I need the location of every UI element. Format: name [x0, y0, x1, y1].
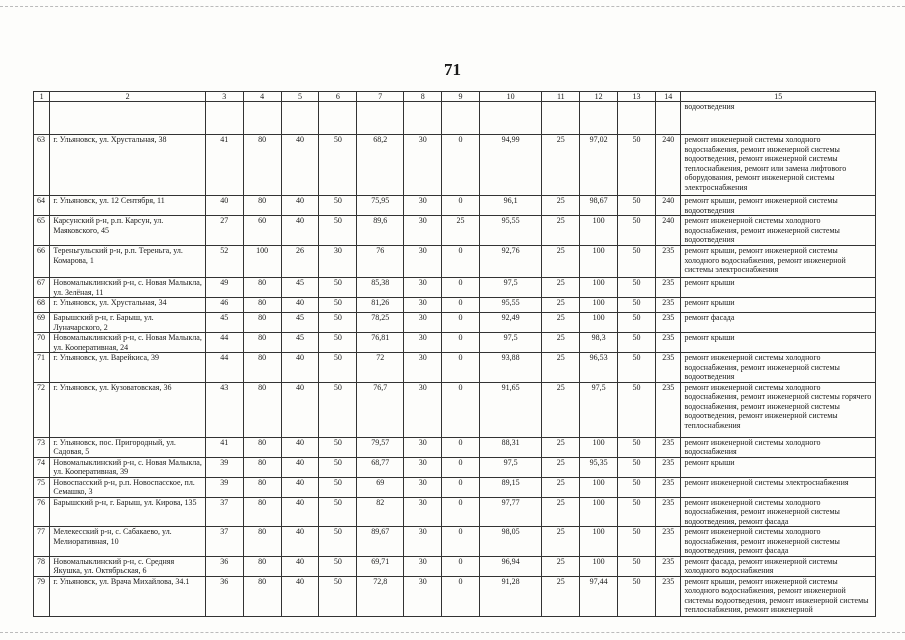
- value-cell: 0: [442, 497, 480, 527]
- value-cell: 50: [319, 497, 357, 527]
- row-number: 78: [34, 556, 50, 576]
- value-cell: 80: [243, 196, 281, 216]
- value-cell: 40: [281, 477, 319, 497]
- works-cell: ремонт инженерной системы холодного водоснабжения, ремонт инженерной системы водоотведения: [681, 353, 876, 383]
- works-cell: ремонт инженерной системы холодного водоснабжения, ремонт инженерной системы водоотведения, ремонт фасада: [681, 497, 876, 527]
- value-cell: 94,99: [479, 135, 541, 196]
- address-cell: Карсунский р-н, р.п. Карсун, ул. Маяковского, 45: [50, 216, 206, 246]
- table-row: [34, 216, 876, 246]
- value-cell: 50: [618, 527, 656, 557]
- value-cell: 60: [243, 216, 281, 246]
- table-row: [34, 135, 876, 196]
- works-cell: ремонт крыши: [681, 298, 876, 313]
- row-number: 77: [34, 527, 50, 557]
- address-cell: Новомалыклинский р-н, с. Новая Малыкла, ул. Зелёная, 11: [50, 278, 206, 298]
- value-cell: 92,49: [479, 313, 541, 333]
- works-cell: ремонт инженерной системы холодного водоснабжения: [681, 437, 876, 457]
- value-cell: 68,77: [357, 457, 404, 477]
- value-cell: 30: [404, 313, 442, 333]
- address-cell: Барышский р-н, г. Барыш, ул. Луначарского, 2: [50, 313, 206, 333]
- table-row: [34, 437, 876, 457]
- works-cell: ремонт крыши: [681, 457, 876, 477]
- value-cell: 80: [243, 457, 281, 477]
- value-cell: 50: [618, 477, 656, 497]
- table-body: [34, 92, 876, 617]
- table-row: [34, 382, 876, 437]
- value-cell: 50: [618, 135, 656, 196]
- address-cell: г. Ульяновск, ул. Хрустальная, 38: [50, 135, 206, 196]
- value-cell: 30: [404, 216, 442, 246]
- value-cell: 0: [442, 196, 480, 216]
- value-cell: 235: [655, 437, 681, 457]
- value-cell: 95,35: [580, 457, 618, 477]
- value-cell: 97,5: [479, 278, 541, 298]
- table-row: [34, 196, 876, 216]
- value-cell: 40: [281, 576, 319, 616]
- value-cell: 30: [404, 576, 442, 616]
- value-cell: 100: [580, 246, 618, 278]
- address-cell: г. Ульяновск, ул. 12 Сентября, 11: [50, 196, 206, 216]
- column-number: 4: [243, 92, 281, 102]
- value-cell: 235: [655, 477, 681, 497]
- value-cell: 89,15: [479, 477, 541, 497]
- value-cell: 0: [442, 333, 480, 353]
- row-number: 79: [34, 576, 50, 616]
- value-cell: 30: [404, 353, 442, 383]
- table-row: [34, 477, 876, 497]
- value-cell: 235: [655, 527, 681, 557]
- value-cell: 25: [542, 556, 580, 576]
- table-row: [34, 556, 876, 576]
- value-cell: 96,1: [479, 196, 541, 216]
- value-cell: 50: [319, 196, 357, 216]
- works-cell: ремонт инженерной системы холодного водоснабжения, ремонт инженерной системы водоотведения: [681, 216, 876, 246]
- works-cell: ремонт фасада, ремонт инженерной системы холодного водоснабжения: [681, 556, 876, 576]
- value-cell: 45: [281, 278, 319, 298]
- value-cell: 49: [205, 278, 243, 298]
- value-cell: 26: [281, 246, 319, 278]
- value-cell: 0: [442, 313, 480, 333]
- value-cell: 96,53: [580, 353, 618, 383]
- value-cell: 30: [404, 477, 442, 497]
- value-cell: 41: [205, 437, 243, 457]
- value-cell: 97,44: [580, 576, 618, 616]
- value-cell: 40: [281, 353, 319, 383]
- value-cell: 30: [404, 278, 442, 298]
- value-cell: 50: [618, 216, 656, 246]
- value-cell: 95,55: [479, 298, 541, 313]
- value-cell: 40: [281, 437, 319, 457]
- value-cell: 80: [243, 333, 281, 353]
- value-cell: 235: [655, 457, 681, 477]
- value-cell: 80: [243, 353, 281, 383]
- value-cell: 0: [442, 246, 480, 278]
- column-number: 1: [34, 92, 50, 102]
- table-row: [34, 457, 876, 477]
- value-cell: 97,02: [580, 135, 618, 196]
- value-cell: 240: [655, 135, 681, 196]
- column-number: 13: [618, 92, 656, 102]
- value-cell: 240: [655, 196, 681, 216]
- value-cell: 40: [205, 196, 243, 216]
- value-cell: 76: [357, 246, 404, 278]
- value-cell: 0: [442, 457, 480, 477]
- value-cell: 43: [205, 382, 243, 437]
- value-cell: 30: [404, 527, 442, 557]
- value-cell: 30: [404, 135, 442, 196]
- works-cell: ремонт крыши: [681, 278, 876, 298]
- value-cell: 40: [281, 457, 319, 477]
- works-cell: ремонт фасада: [681, 313, 876, 333]
- value-cell: 50: [319, 298, 357, 313]
- value-cell: 69: [357, 477, 404, 497]
- table-row: [34, 278, 876, 298]
- value-cell: 100: [580, 556, 618, 576]
- value-cell: 97,5: [580, 382, 618, 437]
- value-cell: 93,88: [479, 353, 541, 383]
- column-number: 2: [50, 92, 206, 102]
- works-cell: ремонт крыши, ремонт инженерной системы холодного водоснабжения, ремонт инженерной системы водоотведения, ремонт инженерной системы теплоснабжения, ремонт инженерной: [681, 576, 876, 616]
- value-cell: 50: [319, 278, 357, 298]
- table-row: [34, 298, 876, 313]
- row-number: 75: [34, 477, 50, 497]
- column-number: 9: [442, 92, 480, 102]
- address-cell: г. Ульяновск, ул. Врача Михайлова, 34.1: [50, 576, 206, 616]
- value-cell: 91,28: [479, 576, 541, 616]
- value-cell: 25: [542, 437, 580, 457]
- value-cell: 25: [542, 196, 580, 216]
- value-cell: 30: [404, 437, 442, 457]
- row-number: 68: [34, 298, 50, 313]
- table-row: [34, 313, 876, 333]
- value-cell: 98,67: [580, 196, 618, 216]
- value-cell: 50: [618, 497, 656, 527]
- value-cell: 85,38: [357, 278, 404, 298]
- row-number: 71: [34, 353, 50, 383]
- value-cell: 25: [542, 333, 580, 353]
- value-cell: 100: [580, 298, 618, 313]
- value-cell: 98,05: [479, 527, 541, 557]
- value-cell: 25: [542, 298, 580, 313]
- works-cell: ремонт крыши: [681, 333, 876, 353]
- value-cell: 45: [281, 313, 319, 333]
- value-cell: 235: [655, 333, 681, 353]
- value-cell: 80: [243, 298, 281, 313]
- address-cell: Новомалыклинский р-н, с. Новая Малыкла, ул. Кооперативная, 39: [50, 457, 206, 477]
- works-cell: ремонт инженерной системы холодного водоснабжения, ремонт инженерной системы водоотведения, ремонт инженерной системы теплоснабжения, ремонт или замена лифтового оборудования, ремонт инженерной системы электроснабжения: [681, 135, 876, 196]
- value-cell: 0: [442, 135, 480, 196]
- value-cell: 72: [357, 353, 404, 383]
- value-cell: 25: [542, 313, 580, 333]
- works-cell: ремонт инженерной системы холодного водоснабжения, ремонт инженерной системы водоотведения, ремонт фасада: [681, 527, 876, 557]
- value-cell: 80: [243, 313, 281, 333]
- works-cell: ремонт крыши, ремонт инженерной системы холодного водоснабжения, ремонт инженерной системы электроснабжения: [681, 246, 876, 278]
- value-cell: 235: [655, 382, 681, 437]
- value-cell: 235: [655, 556, 681, 576]
- value-cell: 30: [404, 196, 442, 216]
- value-cell: 100: [580, 527, 618, 557]
- column-number: 7: [357, 92, 404, 102]
- value-cell: 50: [319, 313, 357, 333]
- value-cell: 25: [542, 457, 580, 477]
- value-cell: 100: [580, 497, 618, 527]
- value-cell: 0: [442, 576, 480, 616]
- value-cell: 100: [580, 278, 618, 298]
- value-cell: 80: [243, 497, 281, 527]
- value-cell: 0: [442, 556, 480, 576]
- value-cell: 36: [205, 556, 243, 576]
- value-cell: 80: [243, 576, 281, 616]
- value-cell: 37: [205, 527, 243, 557]
- value-cell: 40: [281, 298, 319, 313]
- value-cell: 235: [655, 576, 681, 616]
- value-cell: 50: [618, 556, 656, 576]
- value-cell: 30: [404, 246, 442, 278]
- value-cell: 80: [243, 437, 281, 457]
- column-number: 6: [319, 92, 357, 102]
- value-cell: 235: [655, 278, 681, 298]
- value-cell: 30: [404, 298, 442, 313]
- value-cell: 25: [542, 216, 580, 246]
- address-cell: г. Ульяновск, ул. Кузоватовская, 36: [50, 382, 206, 437]
- value-cell: 40: [281, 196, 319, 216]
- value-cell: 100: [580, 437, 618, 457]
- value-cell: 0: [442, 278, 480, 298]
- value-cell: 25: [542, 246, 580, 278]
- value-cell: 25: [542, 497, 580, 527]
- value-cell: 88,31: [479, 437, 541, 457]
- value-cell: 50: [618, 196, 656, 216]
- value-cell: 40: [281, 135, 319, 196]
- page-number: 71: [444, 60, 461, 79]
- address-cell: Новомалыклинский р-н, с. Средняя Якушка, ул. Октябрьская, 6: [50, 556, 206, 576]
- value-cell: 30: [404, 382, 442, 437]
- value-cell: 50: [319, 382, 357, 437]
- table-row: [34, 246, 876, 278]
- scan-top-edge: [0, 6, 905, 9]
- value-cell: 25: [542, 278, 580, 298]
- value-cell: 98,3: [580, 333, 618, 353]
- value-cell: 80: [243, 278, 281, 298]
- row-number: 76: [34, 497, 50, 527]
- value-cell: 50: [319, 457, 357, 477]
- column-number: 8: [404, 92, 442, 102]
- works-cell: ремонт инженерной системы электроснабжения: [681, 477, 876, 497]
- value-cell: 50: [319, 437, 357, 457]
- works-cell: ремонт инженерной системы холодного водоснабжения, ремонт инженерной системы горячего водоснабжения, ремонт инженерной системы водоотведения, ремонт инженерной системы теплоснабжения: [681, 382, 876, 437]
- value-cell: 81,26: [357, 298, 404, 313]
- value-cell: 50: [618, 313, 656, 333]
- table-row: [34, 576, 876, 616]
- value-cell: 0: [442, 477, 480, 497]
- works-cell: ремонт крыши, ремонт инженерной системы водоотведения: [681, 196, 876, 216]
- value-cell: 50: [319, 556, 357, 576]
- table-row: [34, 527, 876, 557]
- address-cell: Мелекесский р-н, с. Сабакаево, ул. Мелиоративная, 10: [50, 527, 206, 557]
- column-number: 5: [281, 92, 319, 102]
- value-cell: 50: [319, 216, 357, 246]
- value-cell: 97,77: [479, 497, 541, 527]
- column-number: 10: [479, 92, 541, 102]
- value-cell: 50: [618, 278, 656, 298]
- value-cell: 50: [618, 576, 656, 616]
- value-cell: 50: [618, 457, 656, 477]
- value-cell: 37: [205, 497, 243, 527]
- column-number: 12: [580, 92, 618, 102]
- value-cell: 27: [205, 216, 243, 246]
- value-cell: 25: [542, 527, 580, 557]
- value-cell: 50: [319, 135, 357, 196]
- value-cell: 25: [542, 477, 580, 497]
- value-cell: 68,2: [357, 135, 404, 196]
- value-cell: 40: [281, 527, 319, 557]
- value-cell: 235: [655, 298, 681, 313]
- row-number: 67: [34, 278, 50, 298]
- value-cell: 0: [442, 382, 480, 437]
- value-cell: 80: [243, 382, 281, 437]
- column-number-row: [34, 92, 876, 102]
- value-cell: 95,55: [479, 216, 541, 246]
- value-cell: 75,95: [357, 196, 404, 216]
- value-cell: 92,76: [479, 246, 541, 278]
- continuation-row: [34, 102, 876, 135]
- value-cell: 44: [205, 333, 243, 353]
- value-cell: 50: [618, 246, 656, 278]
- value-cell: 30: [404, 333, 442, 353]
- column-number: 3: [205, 92, 243, 102]
- value-cell: 100: [580, 216, 618, 246]
- value-cell: 50: [618, 353, 656, 383]
- value-cell: 50: [618, 437, 656, 457]
- value-cell: 91,65: [479, 382, 541, 437]
- value-cell: 45: [281, 333, 319, 353]
- value-cell: 40: [281, 382, 319, 437]
- value-cell: 30: [404, 556, 442, 576]
- value-cell: 80: [243, 556, 281, 576]
- value-cell: 100: [243, 246, 281, 278]
- value-cell: 97,5: [479, 333, 541, 353]
- value-cell: 235: [655, 353, 681, 383]
- value-cell: 235: [655, 313, 681, 333]
- value-cell: 25: [542, 576, 580, 616]
- value-cell: 89,6: [357, 216, 404, 246]
- value-cell: 0: [442, 353, 480, 383]
- table-row: [34, 333, 876, 353]
- address-cell: Тереньгульский р-н, р.п. Тереньга, ул. Комарова, 1: [50, 246, 206, 278]
- table-row: [34, 497, 876, 527]
- address-cell: г. Ульяновск, пос. Пригородный, ул. Садовая, 5: [50, 437, 206, 457]
- column-number: 14: [655, 92, 681, 102]
- value-cell: 80: [243, 527, 281, 557]
- value-cell: 80: [243, 477, 281, 497]
- value-cell: 82: [357, 497, 404, 527]
- address-cell: Новомалыклинский р-н, с. Новая Малыкла, ул. Кооперативная, 24: [50, 333, 206, 353]
- value-cell: 96,94: [479, 556, 541, 576]
- value-cell: 0: [442, 527, 480, 557]
- value-cell: 44: [205, 353, 243, 383]
- value-cell: 79,57: [357, 437, 404, 457]
- table-row: [34, 353, 876, 383]
- row-number: 66: [34, 246, 50, 278]
- column-number: 11: [542, 92, 580, 102]
- register-table: [33, 91, 876, 617]
- value-cell: 50: [319, 353, 357, 383]
- value-cell: 52: [205, 246, 243, 278]
- value-cell: 30: [404, 457, 442, 477]
- value-cell: 76,81: [357, 333, 404, 353]
- value-cell: 72,8: [357, 576, 404, 616]
- value-cell: 50: [618, 382, 656, 437]
- value-cell: 45: [205, 313, 243, 333]
- address-cell: Барышский р-н, г. Барыш, ул. Кирова, 135: [50, 497, 206, 527]
- value-cell: 235: [655, 497, 681, 527]
- row-number: 74: [34, 457, 50, 477]
- row-number: 72: [34, 382, 50, 437]
- continuation-text: водоотведения: [681, 102, 876, 135]
- value-cell: 39: [205, 477, 243, 497]
- value-cell: 25: [542, 382, 580, 437]
- value-cell: 40: [281, 556, 319, 576]
- value-cell: 25: [542, 353, 580, 383]
- value-cell: 240: [655, 216, 681, 246]
- value-cell: 41: [205, 135, 243, 196]
- value-cell: 30: [319, 246, 357, 278]
- row-number: 63: [34, 135, 50, 196]
- value-cell: 89,67: [357, 527, 404, 557]
- value-cell: 39: [205, 457, 243, 477]
- value-cell: 78,25: [357, 313, 404, 333]
- row-number: 73: [34, 437, 50, 457]
- row-number: 69: [34, 313, 50, 333]
- value-cell: 97,5: [479, 457, 541, 477]
- value-cell: 50: [319, 477, 357, 497]
- value-cell: 40: [281, 216, 319, 246]
- row-number: 64: [34, 196, 50, 216]
- value-cell: 100: [580, 313, 618, 333]
- value-cell: 36: [205, 576, 243, 616]
- value-cell: 100: [580, 477, 618, 497]
- scan-bottom-edge: [0, 632, 905, 635]
- value-cell: 76,7: [357, 382, 404, 437]
- address-cell: г. Ульяновск, ул. Варейкиса, 39: [50, 353, 206, 383]
- value-cell: 30: [404, 497, 442, 527]
- value-cell: 80: [243, 135, 281, 196]
- row-number: 65: [34, 216, 50, 246]
- value-cell: 46: [205, 298, 243, 313]
- value-cell: 50: [319, 576, 357, 616]
- value-cell: 50: [319, 333, 357, 353]
- value-cell: 50: [618, 298, 656, 313]
- value-cell: 50: [618, 333, 656, 353]
- value-cell: 50: [319, 527, 357, 557]
- value-cell: 40: [281, 497, 319, 527]
- value-cell: 0: [442, 298, 480, 313]
- address-cell: Новоспасский р-н, р.п. Новоспасское, пл. Семашко, 3: [50, 477, 206, 497]
- value-cell: 25: [442, 216, 480, 246]
- value-cell: 0: [442, 437, 480, 457]
- value-cell: 235: [655, 246, 681, 278]
- address-cell: г. Ульяновск, ул. Хрустальная, 34: [50, 298, 206, 313]
- value-cell: 69,71: [357, 556, 404, 576]
- column-number: 15: [681, 92, 876, 102]
- row-number: 70: [34, 333, 50, 353]
- value-cell: 25: [542, 135, 580, 196]
